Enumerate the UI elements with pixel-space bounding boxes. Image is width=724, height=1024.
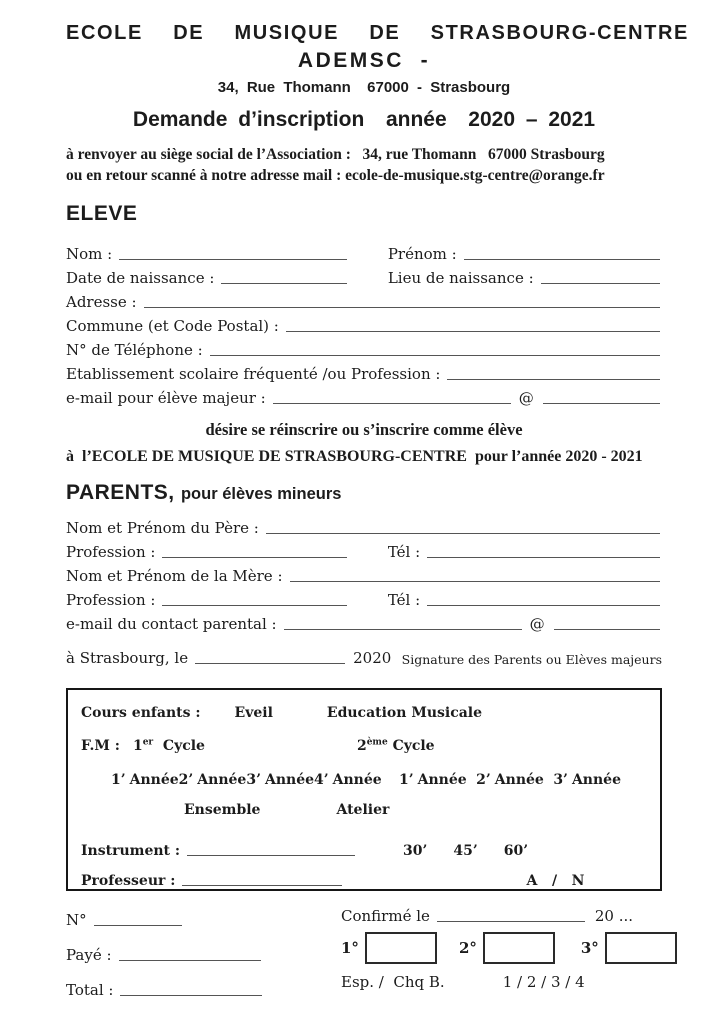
option-annee-1-c1: 1’ Année bbox=[111, 771, 179, 788]
blank-line-date bbox=[195, 663, 345, 664]
field-label-tel-mere: Tél : bbox=[387, 590, 421, 609]
row-profession-pere bbox=[66, 537, 662, 561]
declaration-line1: désire se réinscrire ou s’inscrire comme élève bbox=[205, 419, 523, 439]
blank-line-instrument bbox=[187, 855, 355, 856]
field-label-date-naissance: Date de naissance : bbox=[66, 268, 215, 287]
option-annee-3-c2: 3’ Année bbox=[553, 771, 621, 788]
admin-footer-right bbox=[328, 907, 677, 999]
payment-modes: Esp. / Chq B. bbox=[341, 972, 445, 991]
field-label-total: Total : bbox=[66, 980, 114, 999]
school-name: ECOLE DE MUSIQUE DE STRASBOURG-CENTRE bbox=[66, 22, 689, 44]
row-date-signature bbox=[66, 643, 662, 667]
row-annees bbox=[81, 772, 648, 788]
option-annee-2-c1: 2’ Année bbox=[178, 771, 247, 788]
field-label-telephone: N° de Téléphone : bbox=[66, 340, 203, 359]
field-label-lieu-naissance: Lieu de naissance : bbox=[387, 268, 534, 287]
row-paye bbox=[66, 942, 328, 964]
blank-line-confirme bbox=[437, 921, 585, 922]
option-duration-45: 45’ bbox=[453, 842, 478, 859]
blank-line-commune bbox=[286, 331, 660, 332]
payment-box-2 bbox=[483, 932, 555, 964]
field-label-professeur: Professeur : bbox=[81, 872, 176, 889]
row-commune bbox=[66, 311, 662, 335]
blank-line-adresse bbox=[144, 307, 660, 308]
parents-heading-sub: pour élèves mineurs bbox=[180, 484, 342, 503]
row-instrument bbox=[81, 843, 648, 859]
option-education-musicale: Education Musicale bbox=[326, 704, 483, 721]
option-a-n: A / N bbox=[526, 872, 585, 889]
return-instructions-line1: à renvoyer au siège social de l’Association : 34, rue Thomann 67000 Strasbourg bbox=[66, 146, 605, 163]
option-annee-1-c2: 1’ Année bbox=[399, 771, 467, 788]
blank-line-total bbox=[120, 995, 262, 996]
field-label-adresse: Adresse : bbox=[66, 292, 137, 311]
field-label-pere: Nom et Prénom du Père : bbox=[66, 518, 259, 537]
option-annee-3-c1: 3’ Année bbox=[246, 771, 315, 788]
section-heading-eleve: ELEVE bbox=[66, 201, 138, 225]
option-eveil: Eveil bbox=[234, 704, 273, 721]
slot-label-3: 3° bbox=[580, 938, 599, 957]
confirme-year: 20 ... bbox=[594, 906, 634, 925]
duration-options bbox=[403, 843, 554, 859]
cycle1-years bbox=[111, 771, 382, 788]
signature-label: Signature des Parents ou Elèves majeurs bbox=[401, 651, 662, 667]
option-annee-2-c2: 2’ Année bbox=[476, 771, 544, 788]
blank-line-nom bbox=[119, 259, 347, 260]
slot-label-2: 2° bbox=[458, 938, 477, 957]
blank-line-lieu-naissance bbox=[541, 283, 660, 284]
blank-line-professeur bbox=[182, 885, 342, 886]
field-label-mere: Nom et Prénom de la Mère : bbox=[66, 566, 283, 585]
return-instructions bbox=[66, 145, 662, 187]
blank-line-profession-pere bbox=[162, 557, 347, 558]
option-atelier: Atelier bbox=[336, 801, 390, 818]
blank-line-profession-mere bbox=[162, 605, 347, 606]
row-naissance bbox=[66, 263, 662, 287]
parents-fields bbox=[66, 513, 662, 633]
blank-line-email-parental-local bbox=[284, 629, 522, 630]
row-pere bbox=[66, 513, 662, 537]
row-etablissement bbox=[66, 359, 662, 383]
row-telephone bbox=[66, 335, 662, 359]
parents-heading: PARENTS, bbox=[66, 480, 175, 504]
field-label-profession-mere: Profession : bbox=[66, 590, 156, 609]
blank-line-prenom bbox=[464, 259, 660, 260]
field-label-email-eleve: e-mail pour élève majeur : bbox=[66, 388, 266, 407]
admin-footer bbox=[66, 907, 662, 999]
field-label-etablissement: Etablissement scolaire fréquenté /ou Profession : bbox=[66, 364, 441, 383]
blank-line-mere bbox=[290, 581, 660, 582]
row-email-parental bbox=[66, 609, 662, 633]
field-label-commune: Commune (et Code Postal) : bbox=[66, 316, 279, 335]
declaration-line2: à l’ECOLE DE MUSIQUE DE STRASBOURG-CENTRE pour l’année 2020 - 2021 bbox=[66, 447, 643, 465]
row-payment-slots bbox=[341, 932, 677, 964]
payment-box-3 bbox=[605, 932, 677, 964]
row-nom-prenom bbox=[66, 239, 662, 263]
field-label-nom: Nom : bbox=[66, 244, 113, 263]
eleve-fields bbox=[66, 239, 662, 407]
blank-line-telephone bbox=[210, 355, 660, 356]
option-cycle-2: 2ème Cycle bbox=[356, 737, 435, 754]
blank-line-paye bbox=[119, 960, 261, 961]
blank-line-etablissement bbox=[447, 379, 660, 380]
option-ensemble: Ensemble bbox=[184, 801, 261, 818]
blank-line-tel-pere bbox=[427, 557, 660, 558]
row-payment-modes bbox=[341, 973, 677, 991]
row-email-eleve bbox=[66, 383, 662, 407]
field-label-paye: Payé : bbox=[66, 945, 112, 964]
row-fm-cycles bbox=[81, 738, 648, 754]
row-cours-enfants bbox=[81, 705, 648, 721]
course-selection-box bbox=[66, 688, 662, 891]
date-year: 2020 bbox=[353, 648, 392, 667]
school-address: 34, Rue Thomann 67000 - Strasbourg bbox=[217, 79, 511, 96]
school-acronym: ADEMSC - bbox=[297, 49, 431, 72]
row-numero bbox=[66, 907, 328, 929]
row-profession-mere bbox=[66, 585, 662, 609]
blank-line-email-parental-domain bbox=[554, 629, 660, 630]
field-label-tel-pere: Tél : bbox=[387, 542, 421, 561]
field-label-numero: N° bbox=[66, 910, 87, 929]
option-duration-60: 60’ bbox=[503, 842, 529, 859]
blank-line-date-naissance bbox=[221, 283, 347, 284]
blank-line-numero bbox=[94, 925, 182, 926]
blank-line-pere bbox=[266, 533, 660, 534]
option-duration-30: 30’ bbox=[403, 842, 428, 859]
at-sign: @ bbox=[529, 614, 545, 633]
payment-box-1 bbox=[365, 932, 437, 964]
trimester-options: 1 / 2 / 3 / 4 bbox=[502, 972, 585, 991]
field-label-date-lieu: à Strasbourg, le bbox=[66, 648, 189, 667]
row-confirme bbox=[341, 907, 677, 925]
return-instructions-line2: ou en retour scanné à notre adresse mail : ecole-de-musique.stg-centre@orange.fr bbox=[66, 166, 605, 184]
blank-line-email-eleve-local bbox=[273, 403, 511, 404]
slot-label-1: 1° bbox=[341, 938, 359, 957]
blank-line-email-eleve-domain bbox=[543, 403, 660, 404]
field-label-instrument: Instrument : bbox=[81, 842, 181, 859]
admin-footer-left bbox=[66, 907, 328, 999]
option-cycle-1: 1er Cycle bbox=[132, 737, 205, 754]
form-title: Demande d’inscription année 2020 – 2021 bbox=[132, 108, 596, 131]
blank-line-tel-mere bbox=[427, 605, 660, 606]
section-heading-parents bbox=[66, 481, 662, 505]
row-total bbox=[66, 977, 328, 999]
field-label-email-parental: e-mail du contact parental : bbox=[66, 614, 277, 633]
row-adresse bbox=[66, 287, 662, 311]
row-mere bbox=[66, 561, 662, 585]
field-label-cours-enfants: Cours enfants : bbox=[81, 704, 201, 721]
row-ensemble-atelier bbox=[81, 802, 648, 818]
row-professeur bbox=[81, 873, 648, 889]
field-label-prenom: Prénom : bbox=[387, 244, 457, 263]
field-label-profession-pere: Profession : bbox=[66, 542, 156, 561]
field-label-confirme: Confirmé le bbox=[341, 906, 430, 925]
cycle2-years bbox=[399, 772, 621, 788]
at-sign: @ bbox=[518, 388, 534, 407]
field-label-fm: F.M : bbox=[81, 737, 120, 754]
option-annee-4-c1: 4’ Année bbox=[314, 771, 382, 788]
